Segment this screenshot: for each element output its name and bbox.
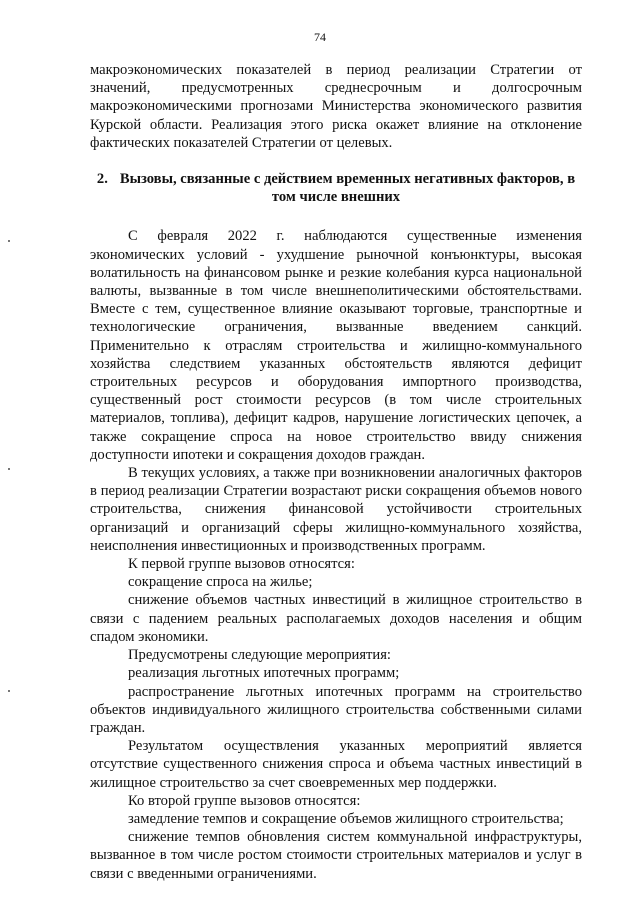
paragraph: С февраля 2022 г. наблюдаются существенные изменения экономических условий - ухудшение рыночной конъюнктуры, высокая волатильность на финансовом рынке и резкие колебания курса национальной валюты, вызванные в том числе внешнеполитическими обстоятельствами. Вместе с тем, существенное влияние оказывают торговые, транспортные и технологические ограничения, вызванные введением санкций. Применительно к отраслям строительства и жилищно-коммунального хозяйства следствием указанных обстоятельств являются дефицит строительных ресурсов и оборудования импортного производства, существенный рост стоимости ресурсов (в том числе строительных материалов, топлива), дефицит кадров, нарушение логистических цепочек, а также сокращение спроса на новое строительство ввиду снижения доступности ипотеки и сокращения доходов граждан. (90, 228, 582, 463)
list-item: снижение объемов частных инвестиций в жилищное строительство в связи с падением реальных располагаемых доходов населения и общим спадом экономики. (90, 592, 582, 645)
paragraph: Предусмотрены следующие мероприятия: (128, 647, 391, 664)
document-body (90, 61, 582, 883)
scan-mark (8, 240, 10, 242)
list-item: замедление темпов и сокращение объемов жилищного строительства; (128, 810, 564, 827)
paragraph: Результатом осуществления указанных мероприятий является отсутствие существенного снижения спроса и объема частных инвестиций в жилищное строительство за счет своевременных мер поддержки. (90, 738, 582, 791)
list-item: распространение льготных ипотечных программ на строительство объектов индивидуального жилищного строительства собственными силами граждан. (90, 683, 582, 736)
section-title: Вызовы, связанные с действием временных негативных факторов, в том числе внешних (119, 171, 576, 206)
section-number: 2. (96, 171, 108, 188)
scan-mark (8, 690, 10, 692)
paragraph: В текущих условиях, а также при возникновении аналогичных факторов в период реализации Стратегии возрастают риски сокращения объемов нового строительства, снижения финансовой устойчивости строительных организаций и организаций сферы жилищно-коммунального хозяйства, неисполнения инвестиционных и производственных программ. (90, 465, 582, 554)
list-item: снижение темпов обновления систем коммунальной инфраструктуры, вызванное в том числе ростом стоимости строительных материалов и услуг в связи с введенными ограничениями. (90, 829, 582, 882)
page-number: 74 (314, 30, 326, 44)
paragraph: Ко второй группе вызовов относятся: (128, 792, 361, 809)
section-heading (90, 170, 582, 206)
intro-paragraph: макроэкономических показателей в период реализации Стратегии от значений, предусмотренных среднесрочным и долгосрочным макроэкономическими прогнозами Министерства экономического развития Курской области. Реализация этого риска окажет влияние на отклонение фактических показателей Стратегии от целевых. (90, 62, 582, 151)
list-item: реализация льготных ипотечных программ; (128, 665, 400, 682)
paragraph: К первой группе вызовов относятся: (128, 556, 355, 573)
list-item: сокращение спроса на жилье; (128, 574, 313, 591)
scan-mark (8, 468, 10, 470)
